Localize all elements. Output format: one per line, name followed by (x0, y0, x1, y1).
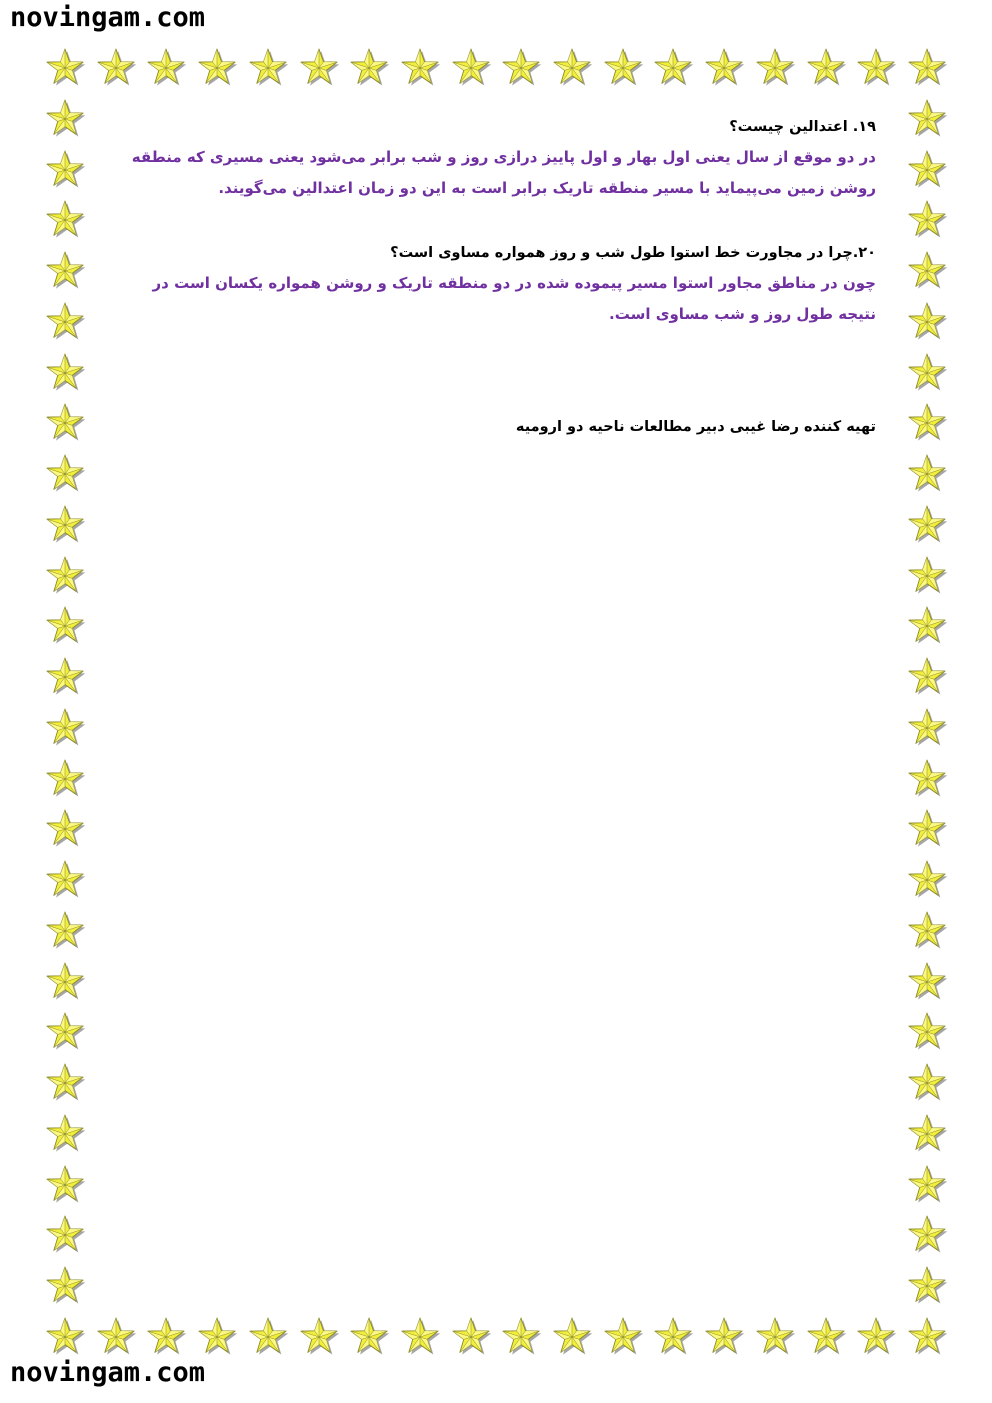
star-icon (907, 1113, 949, 1155)
star-icon (45, 656, 87, 698)
star-icon (907, 808, 949, 850)
star-icon (45, 1316, 87, 1358)
star-icon (907, 605, 949, 647)
star-icon (907, 859, 949, 901)
star-icon (248, 1316, 290, 1358)
star-icon (45, 199, 87, 241)
star-icon (501, 47, 543, 89)
document-body (118, 112, 876, 442)
star-icon (45, 1062, 87, 1104)
answer-20: چون در مناطق مجاور استوا مسیر پیموده شده در دو منطقه تاریک و روشن همواره یکسان است در نتیجه طول روز و شب مساوی است. (152, 274, 876, 323)
star-icon (248, 47, 290, 89)
star-icon (45, 504, 87, 546)
star-icon (45, 98, 87, 140)
star-icon (400, 47, 442, 89)
star-icon (704, 1316, 746, 1358)
star-icon (45, 758, 87, 800)
star-icon (45, 859, 87, 901)
answer-19: در دو موقع از سال یعنی اول بهار و اول پاییز درازی روز و شب برابر می‌شود یعنی مسیری که منطقه روشن زمین می‌پیماید با مسیر منطقه تاریک برابر است به این دو زمان اعتدالین می‌گویند. (131, 148, 876, 197)
star-icon (907, 1164, 949, 1206)
star-icon (552, 47, 594, 89)
star-icon (501, 1316, 543, 1358)
star-icon (45, 250, 87, 292)
star-icon (907, 758, 949, 800)
star-icon (907, 98, 949, 140)
star-icon (45, 1113, 87, 1155)
star-icon (197, 1316, 239, 1358)
star-icon (907, 1316, 949, 1358)
star-icon (907, 149, 949, 191)
star-icon (552, 1316, 594, 1358)
star-icon (907, 707, 949, 749)
star-icon (907, 555, 949, 597)
star-icon (45, 961, 87, 1003)
star-icon (603, 1316, 645, 1358)
star-icon (907, 961, 949, 1003)
star-icon (755, 47, 797, 89)
star-icon (907, 402, 949, 444)
star-icon (755, 1316, 797, 1358)
star-icon (907, 453, 949, 495)
star-icon (856, 47, 898, 89)
star-icon (653, 1316, 695, 1358)
star-icon (45, 1011, 87, 1053)
star-icon (45, 707, 87, 749)
star-icon (45, 402, 87, 444)
star-icon (704, 47, 746, 89)
star-icon (299, 47, 341, 89)
star-icon (146, 47, 188, 89)
star-icon (45, 555, 87, 597)
watermark-top: novingam.com (10, 2, 206, 33)
star-icon (856, 1316, 898, 1358)
question-19: ۱۹. اعتدالین چیست؟ (729, 119, 876, 135)
star-icon (907, 1265, 949, 1307)
star-icon (45, 352, 87, 394)
star-icon (197, 47, 239, 89)
star-icon (45, 1214, 87, 1256)
author-credit: تهیه کننده رضا غیبی دبیر مطالعات ناحیه دو ارومیه (515, 419, 876, 435)
star-icon (299, 1316, 341, 1358)
star-icon (45, 1164, 87, 1206)
star-icon (907, 910, 949, 952)
star-icon (400, 1316, 442, 1358)
star-icon (907, 656, 949, 698)
watermark-bottom: novingam.com (10, 1357, 206, 1388)
star-icon (907, 199, 949, 241)
star-icon (653, 47, 695, 89)
star-icon (45, 910, 87, 952)
star-icon (45, 301, 87, 343)
star-icon (907, 1062, 949, 1104)
star-icon (907, 250, 949, 292)
question-20: ۲۰.چرا در مجاورت خط استوا طول شب و روز همواره مساوی است؟ (390, 245, 876, 261)
star-icon (603, 47, 645, 89)
star-icon (45, 149, 87, 191)
star-icon (907, 1214, 949, 1256)
star-icon (349, 1316, 391, 1358)
star-icon (806, 1316, 848, 1358)
star-icon (45, 1265, 87, 1307)
star-icon (907, 352, 949, 394)
star-icon (806, 47, 848, 89)
star-icon (45, 453, 87, 495)
star-icon (96, 1316, 138, 1358)
star-icon (96, 47, 138, 89)
star-icon (45, 808, 87, 850)
star-icon (907, 1011, 949, 1053)
star-icon (349, 47, 391, 89)
star-icon (45, 605, 87, 647)
star-icon (907, 504, 949, 546)
star-icon (907, 47, 949, 89)
star-icon (45, 47, 87, 89)
star-icon (146, 1316, 188, 1358)
star-icon (907, 301, 949, 343)
star-icon (451, 1316, 493, 1358)
star-icon (451, 47, 493, 89)
